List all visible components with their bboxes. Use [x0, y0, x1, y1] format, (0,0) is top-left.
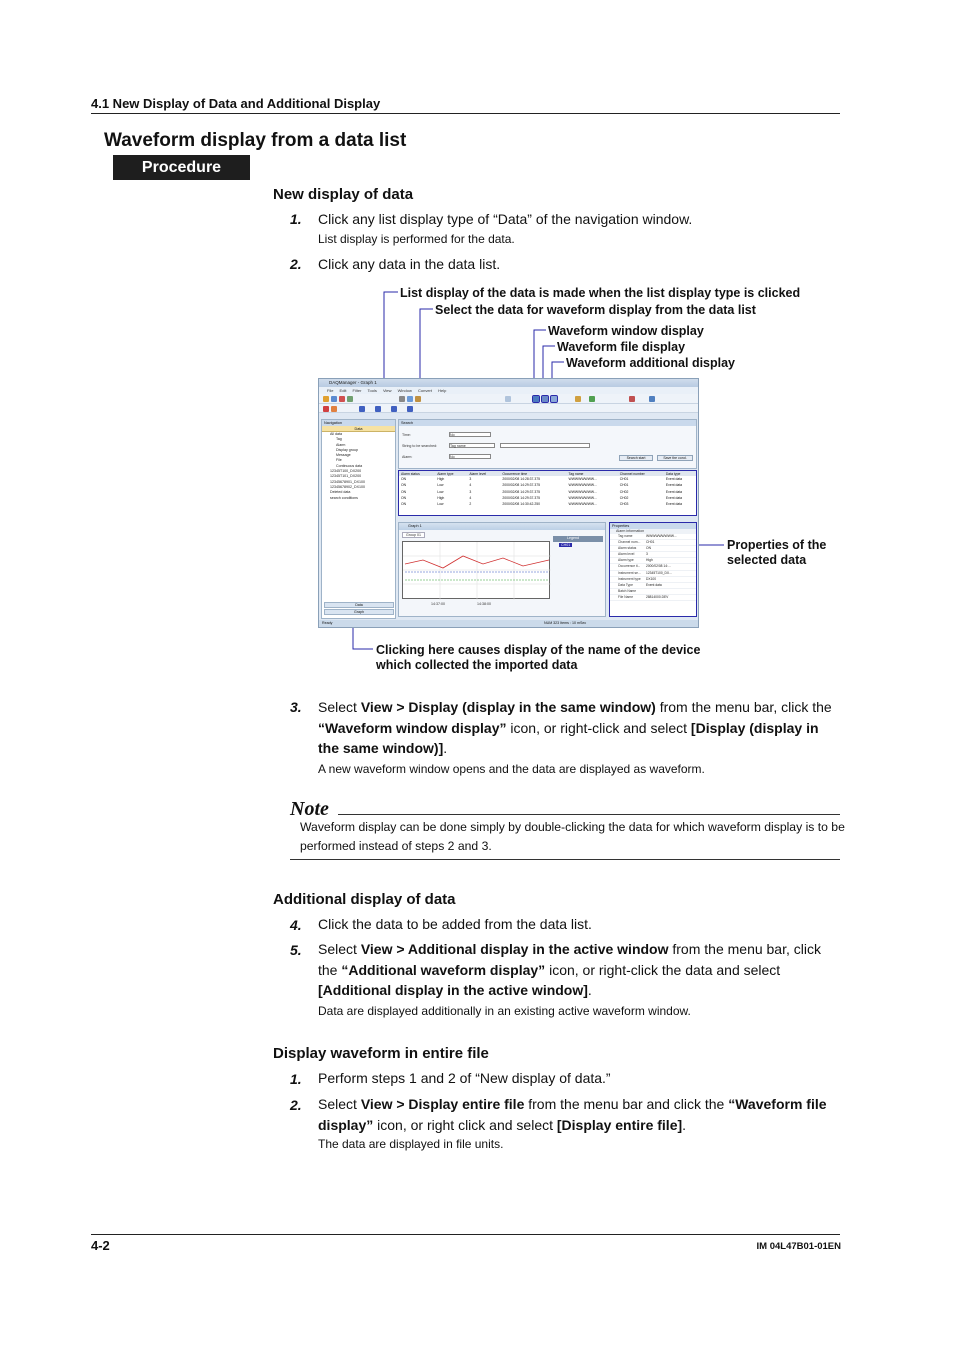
tree-item[interactable]: Display group: [336, 447, 358, 452]
icon-name: “Additional waveform display”: [341, 961, 546, 978]
tree-item[interactable]: File: [336, 458, 342, 463]
marker-icon[interactable]: [331, 406, 337, 412]
step-text: Perform steps 1 and 2 of “New display of data.”: [318, 1070, 611, 1086]
tree-item[interactable]: Continuous data: [336, 463, 363, 468]
status-items: NUM 323 Items : 10 mSec: [544, 621, 587, 625]
table-cell: CH01: [619, 477, 629, 482]
note-body: Waveform display can be done simply by double-clicking the data for which waveform display is to be performed instead of steps 2 and 3.: [300, 820, 845, 853]
alarm-select[interactable]: No: [449, 454, 491, 459]
search-time-label: Time:: [402, 433, 411, 437]
table-cell: 2000/02/08 14:29:37.375: [502, 496, 541, 501]
column-header[interactable]: Occurrence time: [500, 471, 566, 476]
table-cell: CH01: [619, 483, 629, 488]
callout-properties-2: selected data: [727, 553, 807, 567]
table-cell: 3: [469, 489, 472, 494]
menu-item: [Display entire file]: [556, 1116, 683, 1133]
table-cell: Event data: [665, 496, 683, 501]
text: Select: [318, 941, 361, 957]
table-row[interactable]: [399, 501, 696, 507]
cut-icon[interactable]: [399, 396, 405, 402]
table-cell: High: [437, 477, 445, 482]
step-subtext: Data are displayed additionally in an existing active waveform window.: [318, 1004, 691, 1018]
property-name: Instrument se...: [618, 570, 641, 575]
note-rule: [338, 814, 840, 815]
page-title: Waveform display from a data list: [104, 130, 407, 151]
text: from the menu bar and click the: [524, 1096, 729, 1112]
property-value: 12345T100_DX...: [646, 570, 672, 575]
property-value: Event data: [646, 582, 662, 587]
procedure-label: Procedure: [113, 155, 250, 180]
save-condition-button[interactable]: Save the cond.: [657, 455, 693, 461]
table-cell: CH02: [619, 496, 629, 501]
table-cell: Event data: [665, 489, 683, 494]
scroll-icon[interactable]: [359, 406, 365, 412]
search-header: Search: [399, 420, 696, 426]
menu-item: [Display (display in the same window)]: [318, 719, 819, 756]
tool-icon[interactable]: [589, 396, 595, 402]
waveform-additional-icon[interactable]: [551, 396, 557, 402]
tree-item[interactable]: Tag: [336, 437, 342, 442]
step-number: 5.: [290, 942, 302, 958]
table-cell: ON: [401, 483, 407, 488]
table-cell: Low: [437, 489, 444, 494]
legend-item[interactable]: CH01: [561, 543, 571, 547]
tab-data[interactable]: Data: [322, 426, 395, 432]
search-input[interactable]: [500, 443, 590, 448]
callout-waveform-file: Waveform file display: [557, 340, 686, 354]
property-name: Alarm status: [618, 546, 637, 551]
step-number: 1.: [290, 1071, 302, 1087]
step-text: Click any list display type of “Data” of the navigation window.: [318, 211, 693, 227]
text: icon, or right-click the data and select: [545, 961, 781, 978]
callout-properties: Properties of the: [727, 538, 827, 552]
table-cell: 2000/02/08 14:30:42.250: [502, 502, 541, 507]
tool-icon[interactable]: [575, 396, 581, 402]
table-cell: 2000/02/08 14:28:37.375: [502, 477, 541, 482]
properties-panel: [609, 522, 697, 617]
table-cell: Low: [437, 502, 444, 507]
navigation-header: Navigation: [322, 420, 395, 426]
graph-window: [398, 522, 606, 617]
navigation-panel: [321, 419, 396, 619]
text: icon, or right-click and select: [506, 719, 691, 736]
step-number: 2.: [290, 256, 302, 272]
step-number: 1.: [290, 211, 302, 227]
x-tick-label: 14:37:00: [431, 602, 445, 606]
step-text: Click the data to be added from the data list.: [318, 916, 592, 932]
waveform-lines: [403, 542, 551, 600]
table-cell: CH02: [619, 489, 629, 494]
search-alarm-label: Alarm:: [402, 455, 413, 459]
step-number: 2.: [290, 1097, 302, 1113]
paste-icon[interactable]: [415, 396, 421, 402]
nav-button-data[interactable]: Data: [324, 602, 394, 608]
marker-icon[interactable]: [323, 406, 329, 412]
print-icon[interactable]: [339, 396, 345, 402]
window-title: DAQManager - Graph 1: [319, 379, 698, 387]
table-cell: Event data: [665, 483, 683, 488]
column-header[interactable]: Data type: [664, 471, 696, 476]
table-cell: 3: [469, 477, 472, 482]
property-value: 3: [646, 552, 648, 557]
table-cell: ON: [401, 502, 407, 507]
column-header[interactable]: Tag name: [567, 471, 618, 476]
step-number: 4.: [290, 917, 302, 933]
table-cell: WWWWWWWW...: [568, 502, 597, 507]
table-cell: WWWWWWWW...: [568, 489, 597, 494]
heading-entire-file: Display waveform in entire file: [273, 1045, 489, 1062]
table-cell: WWWWWWWW...: [568, 496, 597, 501]
property-name: Alarm type: [618, 558, 634, 563]
table-cell: ON: [401, 496, 407, 501]
property-name: Batch Name: [618, 588, 637, 593]
column-header[interactable]: Channel number: [618, 471, 664, 476]
step-text: Click any data in the data list.: [318, 256, 501, 272]
step-text: [318, 697, 843, 759]
waveform-plot: [402, 541, 550, 599]
page-number: 4-2: [91, 1238, 110, 1253]
scroll-icon[interactable]: [391, 406, 397, 412]
properties-header: Properties: [610, 523, 696, 529]
callout-select-data: Select the data for waveform display from the data list: [435, 303, 756, 317]
callout-list-display: List display of the data is made when the list display type is clicked: [400, 286, 801, 300]
scroll-icon[interactable]: [375, 406, 381, 412]
footer-rule: [91, 1234, 840, 1235]
text: from the menu bar, click the: [655, 699, 832, 715]
tree-item[interactable]: Message: [336, 453, 351, 458]
callout-device-name-2: which collected the imported data: [376, 658, 578, 672]
table-cell: 2: [469, 502, 472, 507]
table-cell: 2000/02/08 14:29:37.375: [502, 489, 541, 494]
tree-item[interactable]: 12345678902_DX100: [330, 484, 365, 489]
doc-number: IM 04L47B01-01EN: [756, 1241, 841, 1252]
search-start-button[interactable]: Search start: [619, 455, 653, 461]
time-select[interactable]: No: [449, 432, 491, 437]
search-string-label: String to be searched:: [402, 444, 438, 448]
text: from the menu bar, click the: [318, 941, 821, 978]
copy-icon[interactable]: [407, 396, 413, 402]
text: icon, or right click and select: [373, 1116, 557, 1133]
table-cell: CH03: [619, 502, 629, 507]
scroll-icon[interactable]: [407, 406, 413, 412]
nav-button-graph[interactable]: Graph: [324, 609, 394, 615]
data-tree: [322, 432, 395, 501]
table-cell: WWWWWWWW...: [568, 477, 597, 482]
menu-path: View > Display (display in the same window): [360, 699, 656, 715]
step-subtext: List display is performed for the data.: [318, 232, 515, 246]
tool-icon[interactable]: [629, 396, 635, 402]
note-title: Note: [290, 798, 329, 820]
property-value: 2000/02/08 14:...: [646, 564, 671, 569]
table-cell: WWWWWWWW...: [568, 483, 597, 488]
property-name: File Name: [618, 594, 634, 599]
string-select[interactable]: Tag name: [449, 443, 495, 448]
tree-item[interactable]: 12345T101_DX200: [330, 474, 362, 479]
property-value: High: [646, 558, 653, 563]
graph-title: Graph 1: [399, 523, 605, 530]
step-number: 3.: [290, 699, 302, 715]
property-name: Data Type: [618, 582, 633, 587]
x-tick-label: 14:38:00: [477, 602, 491, 606]
step-subtext: The data are displayed in file units.: [318, 1137, 504, 1151]
note-rule: [290, 859, 840, 860]
text: Select: [318, 699, 361, 715]
step-text: [318, 1094, 843, 1135]
property-value: 28814000.DEV: [646, 594, 669, 599]
text: .: [682, 1116, 687, 1133]
heading-additional-display: Additional display of data: [273, 891, 456, 908]
status-ready: Ready: [322, 621, 333, 625]
status-bar: [319, 620, 698, 627]
tree-item[interactable]: 12345678901_DX100: [330, 479, 365, 484]
table-cell: Event data: [665, 502, 683, 507]
step-subtext: A new waveform window opens and the data are displayed as waveform.: [318, 762, 705, 776]
table-cell: 4: [469, 483, 472, 488]
callout-waveform-window: Waveform window display: [548, 324, 704, 338]
callout-waveform-additional: Waveform additional display: [566, 356, 736, 370]
icon-name: “Waveform file display”: [318, 1096, 827, 1133]
data-list: [398, 470, 697, 516]
table-cell: Event data: [665, 477, 683, 482]
property-value: ON: [646, 546, 651, 551]
toolbar-1: [319, 394, 698, 404]
property-name: Channel num...: [618, 540, 641, 545]
export-icon[interactable]: [347, 396, 353, 402]
table-cell: High: [437, 496, 445, 501]
menu-item: [Additional display in the active window]: [318, 982, 588, 998]
save-icon[interactable]: [331, 396, 337, 402]
toolbar-2: [319, 404, 698, 413]
tree-item[interactable]: Deleted data: [330, 490, 351, 495]
tab-group[interactable]: Group 01: [402, 532, 425, 538]
property-value: CH01: [646, 540, 655, 545]
search-panel: [398, 419, 697, 469]
table-cell: ON: [401, 477, 407, 482]
column-header[interactable]: Alarm type: [435, 471, 467, 476]
column-header[interactable]: Alarm level: [467, 471, 500, 476]
text: .: [443, 740, 448, 756]
text: Select: [318, 1096, 361, 1112]
menu-bar[interactable]: File Edit Filter Tools View Window Convert Help: [319, 387, 698, 394]
property-name: Alarm level: [618, 552, 635, 557]
table-cell: ON: [401, 489, 407, 494]
property-name: Occurrence ti...: [618, 564, 641, 569]
waveform-file-icon[interactable]: [542, 396, 548, 402]
app-screenshot: [318, 378, 699, 628]
heading-new-display: New display of data: [273, 186, 414, 203]
property-value: WWWWWWWWW...: [646, 534, 677, 538]
help-icon[interactable]: [649, 396, 655, 402]
property-name: Instrument type: [618, 576, 641, 581]
section-header: 4.1 New Display of Data and Additional Display: [91, 96, 381, 111]
column-header[interactable]: Alarm status: [399, 471, 435, 476]
waveform-window-icon[interactable]: [533, 396, 539, 402]
property-name: Tag name: [618, 534, 633, 538]
menu-path: View > Additional display in the active window: [360, 941, 669, 957]
icon-name: “Waveform window display”: [318, 719, 507, 736]
tree-item[interactable]: Alarm: [336, 442, 346, 447]
step-text: [318, 939, 843, 1001]
table-cell: 4: [469, 496, 472, 501]
menu-path: View > Display entire file: [360, 1096, 525, 1112]
property-row: [610, 595, 696, 601]
text: .: [587, 982, 592, 998]
tree-item[interactable]: All data: [330, 432, 342, 436]
tree-item[interactable]: 12345T100_DX200: [330, 469, 362, 474]
zoom-icon[interactable]: [505, 396, 511, 402]
legend-header: Legend: [553, 536, 603, 542]
table-cell: Low: [437, 483, 444, 488]
open-icon[interactable]: [323, 396, 329, 402]
tree-item[interactable]: search conditions: [330, 495, 358, 500]
callout-device-name: Clicking here causes display of the name of the device: [376, 643, 701, 657]
table-cell: 2000/02/08 14:29:37.375: [502, 483, 541, 488]
property-value: DX100: [646, 576, 657, 581]
alarm-info-header: Alarm information: [610, 529, 696, 534]
